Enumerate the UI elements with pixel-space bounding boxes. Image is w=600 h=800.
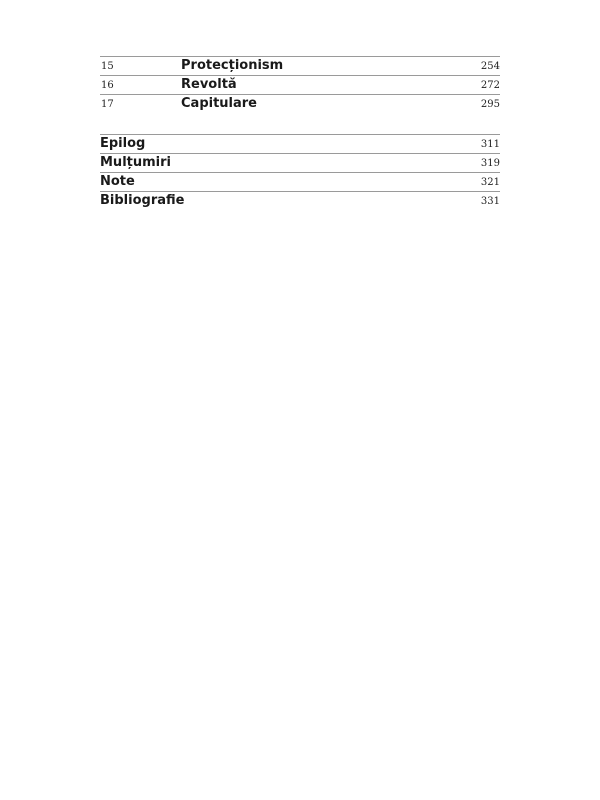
- toc-section-row[interactable]: [100, 172, 500, 191]
- page-number: 272: [480, 80, 500, 91]
- section-spacer: [100, 113, 500, 134]
- chapter-title: Capitulare: [181, 96, 258, 111]
- toc-chapter-row[interactable]: [100, 75, 500, 94]
- page-number: 321: [480, 177, 500, 188]
- chapter-title: Revoltă: [181, 77, 237, 92]
- toc-section-row[interactable]: [100, 153, 500, 172]
- page-number: 319: [480, 158, 500, 169]
- page-number: 331: [480, 196, 500, 207]
- page-number: 295: [480, 99, 500, 110]
- section-title: Note: [100, 174, 135, 189]
- toc-chapter-row[interactable]: [100, 56, 500, 75]
- chapter-number: 16: [101, 80, 114, 91]
- section-title: Bibliografie: [100, 193, 185, 208]
- table-of-contents: [100, 56, 500, 210]
- page-number: 254: [480, 61, 500, 72]
- section-title: Mulțumiri: [100, 155, 171, 170]
- toc-section-row[interactable]: [100, 134, 500, 153]
- toc-section-row[interactable]: [100, 191, 500, 210]
- section-title: Epilog: [100, 136, 146, 151]
- chapter-title: Protecționism: [181, 58, 284, 73]
- page-number: 311: [480, 139, 500, 150]
- chapter-number: 17: [101, 99, 114, 110]
- toc-chapter-row[interactable]: [100, 94, 500, 113]
- chapter-number: 15: [101, 61, 114, 72]
